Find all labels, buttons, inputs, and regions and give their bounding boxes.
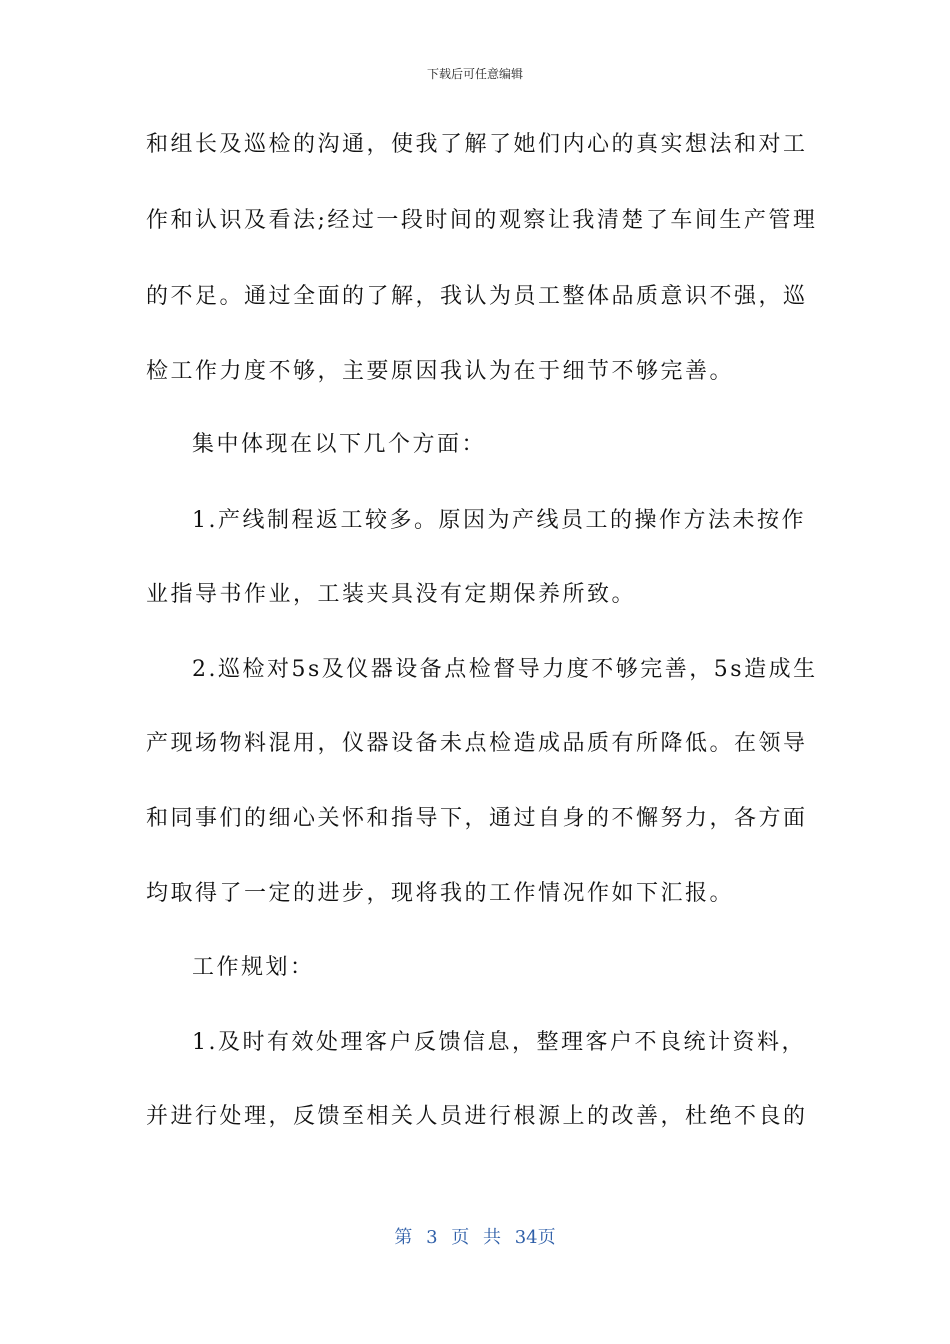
text-line: 产现场物料混用，仪器设备未点检造成品质有所降低。在领导	[146, 731, 808, 756]
text-line: 2.巡检对5s及仪器设备点检督导力度不够完善，5s造成生	[192, 657, 818, 682]
text-line: 和组长及巡检的沟通，使我了解了她们内心的真实想法和对工	[146, 132, 808, 157]
text-line: 并进行处理，反馈至相关人员进行根源上的改善，杜绝不良的	[146, 1104, 808, 1129]
text-line: 作和认识及看法;经过一段时间的观察让我清楚了车间生产管理	[146, 208, 818, 233]
page-footer: 第 3 页 共 34页	[394, 1227, 556, 1248]
text-line: 工作规划：	[192, 955, 315, 980]
text-line: 均取得了一定的进步，现将我的工作情况作如下汇报。	[146, 881, 735, 906]
text-line: 检工作力度不够，主要原因我认为在于细节不够完善。	[146, 359, 735, 384]
text-line: 1.产线制程返工较多。原因为产线员工的操作方法未按作	[192, 508, 806, 533]
text-line: 业指导书作业，工装夹具没有定期保养所致。	[146, 582, 637, 607]
page-header: 下载后可任意编辑	[426, 67, 523, 81]
text-line: 1.及时有效处理客户反馈信息，整理客户不良统计资料，	[192, 1030, 806, 1055]
text-line: 集中体现在以下几个方面：	[192, 432, 487, 457]
text-line: 和同事们的细心关怀和指导下，通过自身的不懈努力，各方面	[146, 806, 808, 831]
text-line: 的不足。通过全面的了解，我认为员工整体品质意识不强，巡	[146, 284, 808, 309]
